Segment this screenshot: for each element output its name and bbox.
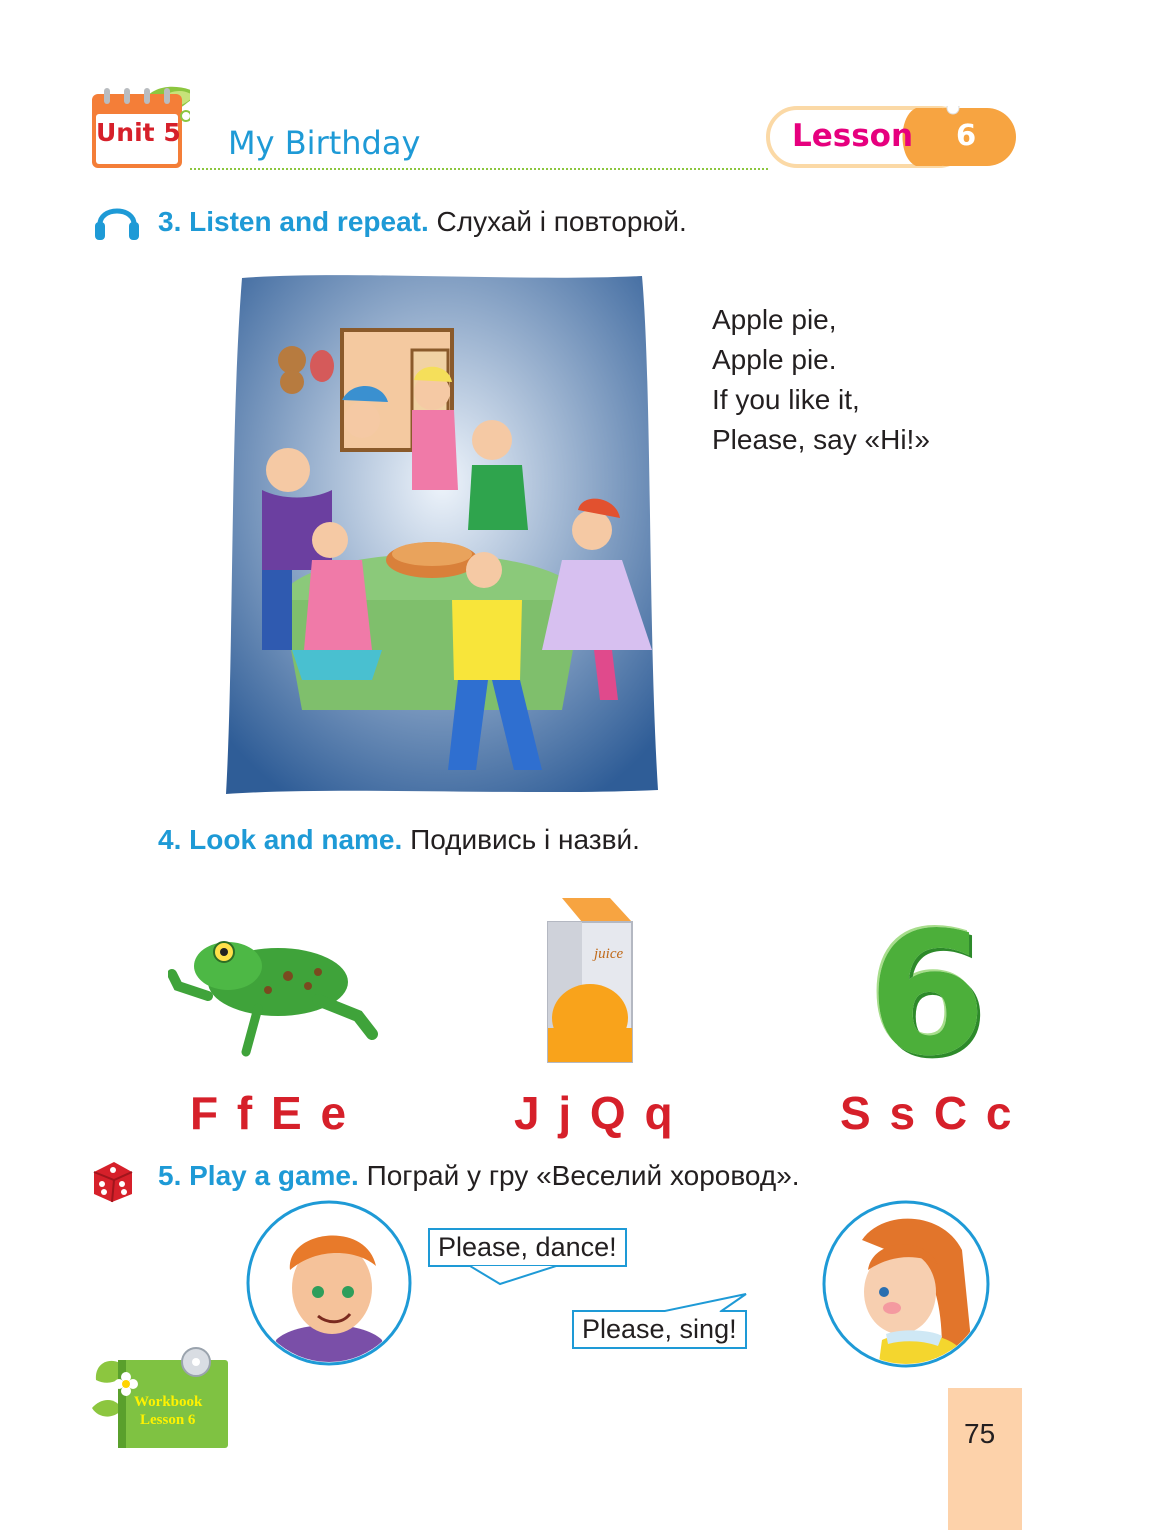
- task-3-title-ua: Слухай і повторюй.: [436, 206, 687, 237]
- dice-icon: [90, 1158, 136, 1204]
- speech-bubble-tail: [660, 1292, 750, 1312]
- speech-bubble-sing: Please, sing!: [572, 1310, 747, 1349]
- task-4-title-ua: Подивись і назви́.: [410, 824, 640, 855]
- juice-carton-picture: [540, 898, 640, 1064]
- unit-label: Unit 5: [96, 118, 181, 147]
- task-5-title-en: 5. Play a game.: [158, 1160, 359, 1191]
- girl-portrait: [822, 1200, 990, 1368]
- headphones-icon: [92, 196, 142, 246]
- task-5-title-ua: Пограй у гру «Веселий хоровод».: [366, 1160, 800, 1191]
- poem-line: Apple pie,: [712, 304, 837, 335]
- lesson-label: Lesson: [792, 118, 914, 154]
- poem-line: Apple pie.: [712, 344, 837, 375]
- task-4-title-en: 4. Look and name.: [158, 824, 403, 855]
- task-5-heading: [158, 1160, 800, 1192]
- lesson-number: 6: [956, 118, 977, 152]
- letters-juice: J j Q q: [514, 1087, 676, 1139]
- juice-label: juice: [594, 946, 624, 962]
- page-number-tab: [948, 1388, 1022, 1530]
- speech-bubble-dance: Please, dance!: [428, 1228, 627, 1267]
- workbook-lesson-label: Lesson 6: [140, 1412, 196, 1428]
- boy-portrait: [246, 1200, 412, 1366]
- letters-frog: F f E e: [190, 1087, 350, 1139]
- frog-picture: [168, 916, 378, 1064]
- poem: [712, 300, 930, 460]
- task-3-heading: [158, 206, 687, 238]
- page-number: 75: [964, 1418, 996, 1449]
- header-divider: [190, 168, 768, 170]
- speech-bubble-tail: [470, 1266, 560, 1286]
- letters-six: S s C c: [840, 1087, 1015, 1139]
- number-six-picture: 6: [868, 896, 987, 1094]
- poem-line: Please, say «Hi!»: [712, 424, 930, 455]
- task-4-heading: [158, 824, 640, 856]
- unit-title: My Birthday: [228, 124, 421, 162]
- poem-line: If you like it,: [712, 384, 860, 415]
- birthday-party-illustration: [222, 270, 660, 798]
- task-3-title-en: 3. Listen and repeat.: [158, 206, 429, 237]
- workbook-label: Workbook: [134, 1394, 203, 1410]
